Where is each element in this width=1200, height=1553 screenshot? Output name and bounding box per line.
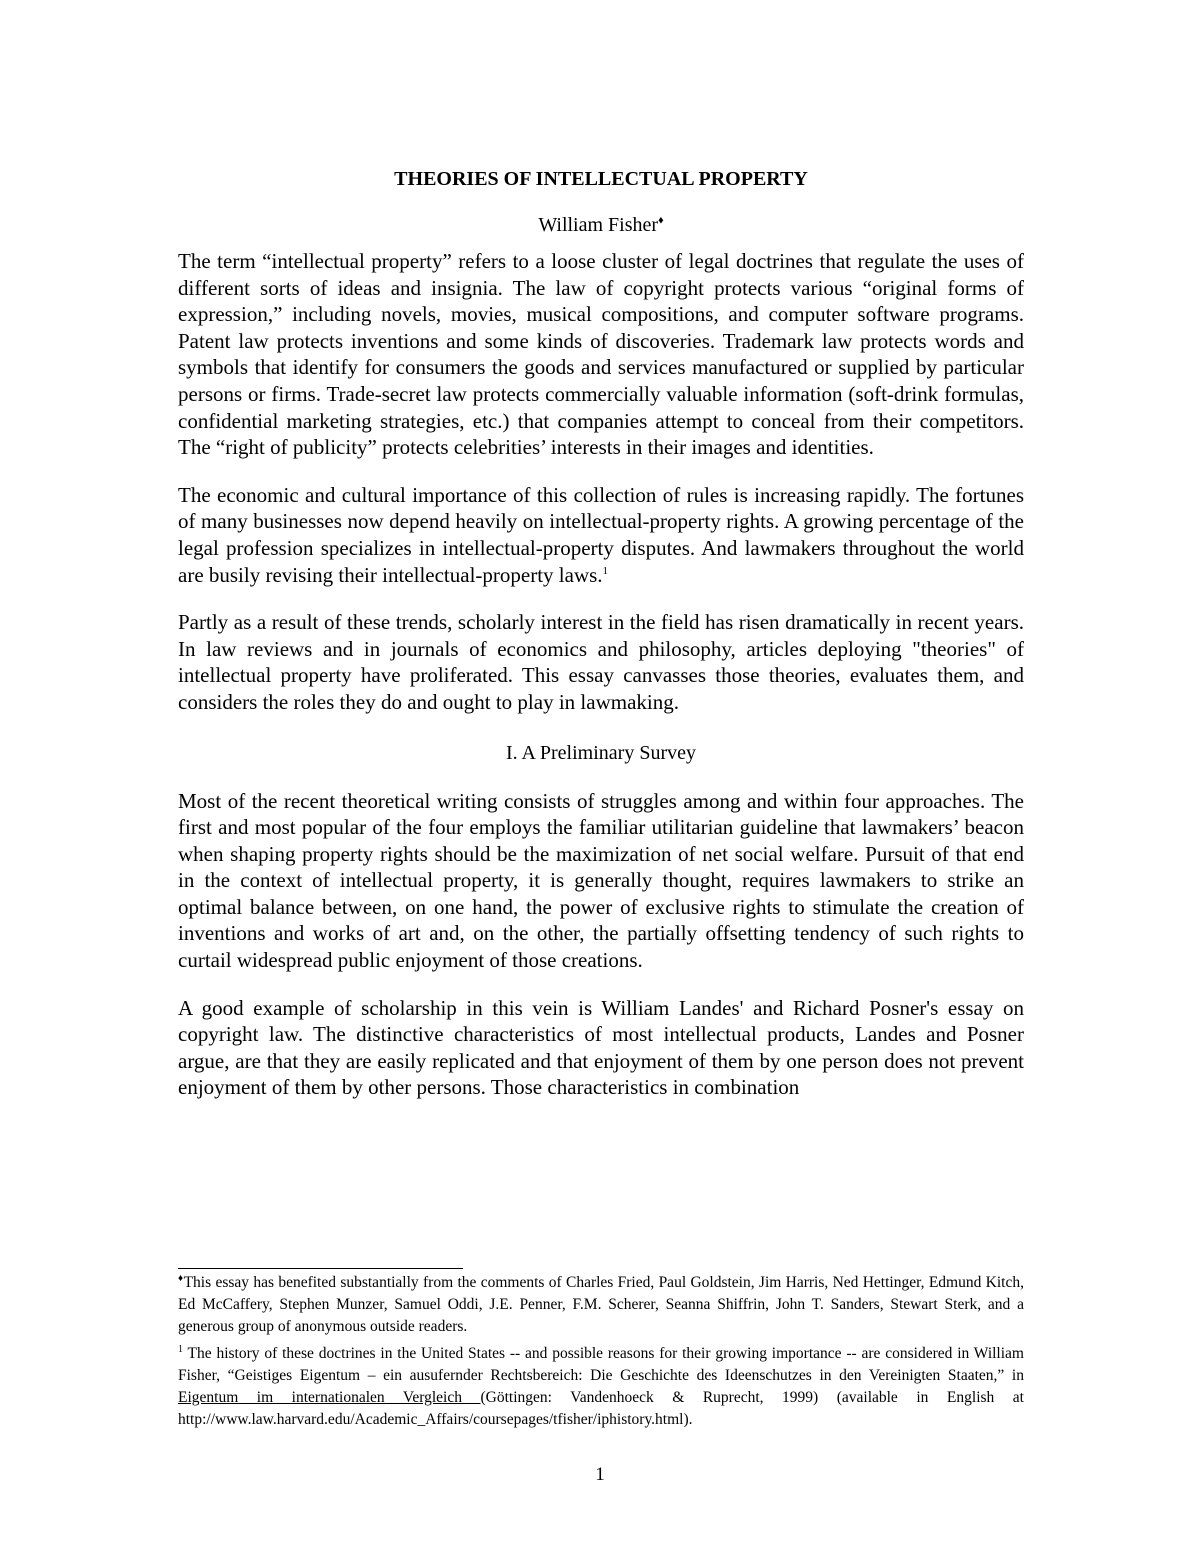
author-line	[178, 212, 1024, 238]
footnote-separator	[178, 1268, 463, 1269]
footnote-1-book-title: Eigentum im internationalen Vergleich	[178, 1388, 481, 1406]
document-body	[178, 160, 1024, 1101]
footnotes	[178, 1272, 1024, 1437]
footnote-1-mark: 1	[178, 1344, 183, 1356]
footnote-1	[178, 1343, 1024, 1430]
paragraph-3: Partly as a result of these trends, scholarly interest in the field has risen dramatically in recent years. In law reviews and in journals of economics and philosophy, articles deploying "theories" of intellectual property have proliferated. This essay canvasses those theories, evaluates them, and considers the roles they do and ought to play in lawmaking.	[178, 610, 1024, 714]
paragraph-2-text: The economic and cultural importance of this collection of rules is increasing rapidly. The fortunes of many businesses now depend heavily on intellectual-property rights. A growing percentage of the legal profession specializes in intellectual-property disputes. And lawmakers throughout the world are busily revising their intellectual-property laws.	[178, 482, 1024, 587]
document-title: THEORIES OF INTELLECTUAL PROPERTY	[394, 168, 808, 190]
section-heading: I. A Preliminary Survey	[506, 741, 696, 764]
author-footnote-mark[interactable]: ♦	[658, 214, 664, 227]
author-name: William Fisher	[538, 214, 659, 236]
footnote-1-text-after[interactable]: (Göttingen: Vandenhoeck & Ruprecht, 1999) (available in English at http://www.law.harvard.edu/Academic_Affairs/coursepages/tfisher/iphistory.html).	[178, 1388, 1024, 1428]
section-paragraph-2: A good example of scholarship in this vein is William Landes' and Richard Posner's essay on copyright law. The distinctive characteristics of most intellectual products, Landes and Posner argue, are that they are easily replicated and that enjoyment of them by one person does not prevent enjoyment of them by other persons. Those characteristics in combination	[178, 995, 1024, 1100]
section-paragraph-1: Most of the recent theoretical writing consists of struggles among and within four approaches. The first and most popular of the four employs the familiar utilitarian guideline that lawmakers’ beacon when shaping property rights should be the maximization of net social welfare. Pursuit of that end in the context of intellectual property, it is generally thought, requires lawmakers to strike an optimal balance between, on one hand, the power of exclusive rights to stimulate the creation of inventions and works of art and, on the other, the partially offsetting tendency of such rights to curtail widespread public enjoyment of those creations.	[178, 788, 1024, 973]
paragraph-1: The term “intellectual property” refers to a loose cluster of legal doctrines that regulate the uses of different sorts of ideas and insignia. The law of copyright protects various “original forms of expression,” including novels, movies, musical compositions, and computer software programs. Patent law protects inventions and some kinds of discoveries. Trademark law protects words and symbols that identify for consumers the goods and services manufactured or supplied by particular persons or firms. Trade-secret law protects commercially valuable information (soft-drink formulas, confidential marketing strategies, etc.) that companies attempt to conceal from their competitors. The “right of publicity” protects celebrities’ interests in their images and identities.	[178, 249, 1024, 460]
footnote-star	[178, 1272, 1024, 1337]
paragraph-2	[178, 482, 1024, 588]
footnote-star-mark: ♦	[178, 1272, 184, 1284]
page-number: 1	[595, 1464, 605, 1485]
footnote-star-text: This essay has benefited substantially from the comments of Charles Fried, Paul Goldstein, Jim Harris, Ned Hettinger, Edmund Kitch, Ed McCaffery, Stephen Munzer, Samuel Oddi, J.E. Penner, F.M. Scherer, Seanna Shiffrin, John T. Sanders, Stewart Sterk, and a generous group of anonymous outside readers.	[178, 1274, 1024, 1335]
footnote-ref-1[interactable]: 1	[602, 564, 609, 577]
footnote-1-text-before: The history of these doctrines in the United States -- and possible reasons for their growing importance -- are considered in William Fisher, “Geistiges Eigentum – ein ausufernder Rechtsbereich: Die Geschichte des Ideenschutzes in den Vereinigten Staaten,” in	[178, 1345, 1024, 1385]
